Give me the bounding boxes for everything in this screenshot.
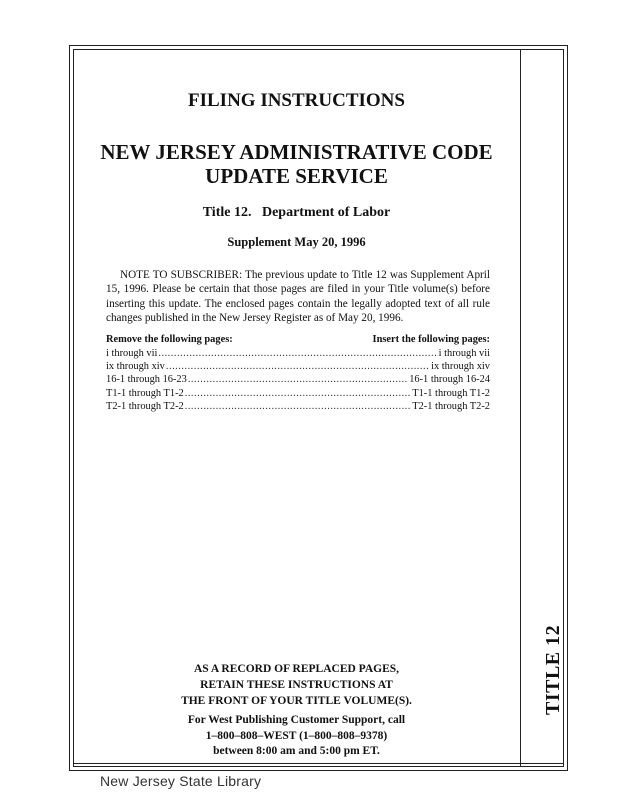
insert-heading: Insert the following pages:	[372, 334, 490, 345]
leader-dots	[185, 400, 412, 413]
remove-pages: i through vii	[106, 348, 158, 359]
remove-pages: ix through xiv	[106, 361, 165, 373]
remove-pages: T2-1 through T2-2	[106, 400, 184, 412]
table-row	[106, 400, 490, 413]
note-to-subscriber: NOTE TO SUBSCRIBER: The previous update to Title 12 was Supplement April 15, 1996. Please be certain that those pages are filed in your Title volume(s) before inserting this update. The enclosed pages contain the legally adopted text of all rule changes published in the New Jersey Register as of May 20, 1996.	[106, 269, 490, 324]
code-title-line1: NEW JERSEY ADMINISTRATIVE CODE	[100, 140, 493, 164]
insert-pages: T2-1 through T2-2	[412, 400, 490, 412]
library-stamp: New Jersey State Library	[100, 773, 262, 789]
support-hours: between 8:00 am and 5:00 pm ET.	[213, 745, 380, 757]
table-row	[106, 373, 490, 386]
filing-instructions-title: FILING INSTRUCTIONS	[188, 90, 405, 111]
leader-dots	[166, 360, 430, 373]
record-line1: AS A RECORD OF REPLACED PAGES,	[193, 663, 400, 675]
department-heading: Title 12. Department of Labor	[202, 205, 391, 220]
support-phone: 1–800–808–WEST (1–800–808–9378)	[205, 729, 388, 742]
record-line2: RETAIN THESE INSTRUCTIONS AT	[200, 679, 393, 691]
insert-pages: i through vii	[438, 348, 490, 359]
table-row	[106, 360, 490, 373]
remove-pages: T1-1 through T1-2	[106, 387, 184, 399]
record-instructions	[73, 661, 520, 709]
code-title	[73, 140, 520, 188]
customer-support	[73, 713, 520, 760]
leader-dots	[185, 387, 412, 400]
pages-table	[106, 333, 490, 413]
remove-pages: 16-1 through 16-23	[106, 374, 187, 386]
leader-dots	[158, 347, 437, 360]
insert-pages: T1-1 through T1-2	[412, 387, 490, 399]
tab-divider	[520, 49, 521, 767]
insert-pages: ix through xiv	[431, 361, 490, 373]
record-line3: THE FRONT OF YOUR TITLE VOLUME(S).	[181, 695, 412, 707]
title-tab-label: TITLE 12	[542, 624, 564, 715]
table-row	[106, 387, 490, 400]
supplement-date: Supplement May 20, 1996	[227, 235, 366, 249]
leader-dots	[188, 373, 408, 386]
support-line1: For West Publishing Customer Support, call	[187, 714, 406, 726]
remove-heading: Remove the following pages:	[106, 334, 233, 345]
insert-pages: 16-1 through 16-24	[409, 374, 490, 386]
bottom-rule	[73, 763, 564, 764]
pages-table-header	[106, 333, 490, 347]
table-row	[106, 347, 490, 360]
code-title-line2: UPDATE SERVICE	[205, 164, 388, 188]
